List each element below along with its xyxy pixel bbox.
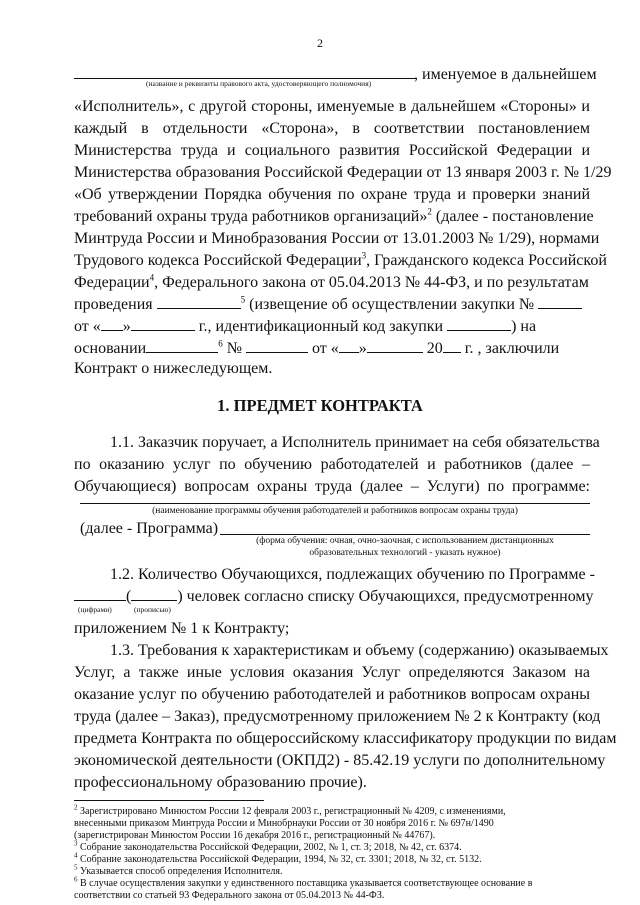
footnote-2-number: 2 xyxy=(74,803,78,812)
para1-line6 xyxy=(74,206,594,228)
basis-number-blank[interactable] xyxy=(246,338,308,353)
para1-line12 xyxy=(74,338,590,360)
footnote-ref-4: 4 xyxy=(149,272,155,283)
clause-1-2-line1: 1.2. Количество Обучающихся, подлежащих обучению по Программе - xyxy=(110,566,595,583)
footnote-5-text: Указывается способ определения Исполнителя. xyxy=(80,866,283,877)
clause-1-2-line2-tail: ) человек согласно списку Обучающихся, предусмотренному xyxy=(177,588,594,605)
para1-line9-tail: , Федерального закона от 05.04.2013 № 44-ФЗ, и по результатам xyxy=(154,274,589,291)
footnote-ref-6: 6 xyxy=(218,338,223,349)
para1-line5: «Об утверждении Порядка обучения по охране труда и проверки знаний xyxy=(74,186,590,203)
notice-date-open: от « xyxy=(74,318,101,335)
clause-1-3-line4: труда (далее – Заказ), предусмотренному приложением № 2 к Контракту (код xyxy=(74,708,601,725)
para1-line7: Минтруда России и Минобразования России от 13.01.2003 № 1/29), нормами xyxy=(74,230,600,247)
notice-date-close: » xyxy=(122,318,131,335)
footnote-6-number: 6 xyxy=(74,875,78,884)
study-form-blank xyxy=(220,534,590,535)
para1-line10 xyxy=(74,294,590,316)
footnote-2-line2: внесенными приказом Минтруда России и Минобрнауки России от 30 ноября 2016 г. № 697н/1490 xyxy=(74,818,494,829)
count-digits-caption: (цифрами) xyxy=(78,605,112,614)
clause-1-3-line5: предмета Контракта по общероссийскому классификатору продукции по видам xyxy=(74,730,617,747)
procurement-method-blank[interactable] xyxy=(157,294,241,309)
clause-1-1-line2: по оказанию услуг по обучению работодателей и работников (далее – xyxy=(74,456,590,473)
para1-line8-text: Трудового кодекса Российской Федерации xyxy=(74,252,362,269)
footnote-4 xyxy=(74,851,590,867)
footnote-separator xyxy=(74,800,264,801)
para1-line1: «Исполнитель», с другой стороны, именуемые в дальнейшем «Стороны» и xyxy=(74,98,590,115)
basis-date-close: » xyxy=(358,340,367,357)
notice-label: (извещение об осуществлении закупки № xyxy=(245,296,535,313)
footnote-3-number: 3 xyxy=(74,839,78,848)
footnote-ref-2: 2 xyxy=(427,206,432,217)
para1-line4: Министерства образования Российской Федерации от 13 января 2003 г. № 1/29 xyxy=(74,164,612,181)
count-words-open: ( xyxy=(126,588,132,605)
count-words-blank[interactable] xyxy=(131,586,177,601)
para1-line2: каждый в отдельности «Сторона», в соответствии постановлением xyxy=(74,120,590,137)
program-name-blank xyxy=(80,503,590,504)
basis-label: основании xyxy=(74,340,147,357)
basis-blank[interactable] xyxy=(146,338,218,353)
program-label: (далее - Программа) xyxy=(80,520,219,537)
footnote-3-text: Собрание законодательства Российской Федерации, 2002, № 1, ст. 3; 2018, № 42, ст. 6374. xyxy=(80,842,462,853)
footnote-2-line3: (зарегистрирован Минюстом России 16 декабря 2016 г., регистрационный № 44767). xyxy=(74,830,436,841)
para1-line9-text: Федерации xyxy=(74,274,150,291)
procurement-code-label: г., идентификационный код закупки xyxy=(194,318,444,335)
clause-1-3-line7: профессиональному образованию прочие). xyxy=(74,774,367,791)
procurement-code-blank[interactable] xyxy=(447,316,511,331)
para1-line6-tail: (далее - постановление xyxy=(431,208,594,225)
para1-line12-tail: г. , заключили xyxy=(460,340,560,357)
footnote-5-number: 5 xyxy=(74,863,78,872)
count-digits-blank[interactable] xyxy=(74,586,126,601)
basis-day-blank[interactable] xyxy=(339,338,359,353)
procurement-method-label: проведения xyxy=(74,296,153,313)
clause-1-1-line1: 1.1. Заказчик поручает, а Исполнитель принимает на себя обязательства xyxy=(110,434,600,451)
clause-1-3-line3: оказание услуг по обучению работодателей и работников вопросам охраны xyxy=(74,686,590,703)
footnote-3 xyxy=(74,839,590,855)
clause-1-3-line2: Услуг, а также иные условия оказания Услуг определяются Заказом на xyxy=(74,664,590,681)
footnote-4-number: 4 xyxy=(74,851,78,860)
para1-line6-text: требований охраны труда работников организаций» xyxy=(74,208,428,225)
footnote-6-line2: соответствии со статьей 93 Федерального закона от 05.04.2013 № 44-ФЗ. xyxy=(74,890,385,901)
para1-line8 xyxy=(74,250,607,272)
footnote-5 xyxy=(74,863,590,879)
basis-year-prefix: 20 xyxy=(422,340,443,357)
para1-line13: Контракт о нижеследующем. xyxy=(74,360,273,377)
notice-month-blank[interactable] xyxy=(131,316,195,331)
count-words-caption: (прописью) xyxy=(134,605,171,614)
intro-tail: , именуемое в дальнейшем xyxy=(414,66,597,83)
clause-1-3-line6: экономической деятельности (ОКПД2) - 85.42.19 услуги по дополнительному xyxy=(74,752,606,769)
study-form-caption-1: (форма обучения: очная, очно-заочная, с использованием дистанционных xyxy=(256,536,554,546)
notice-number-blank[interactable] xyxy=(538,294,582,309)
basis-number-label: № xyxy=(222,340,242,357)
footnote-6-line1 xyxy=(74,875,590,891)
clause-1-3-line1: 1.3. Требования к характеристикам и объему (содержанию) оказываемых xyxy=(110,642,609,659)
para1-line3: Министерства труда и социального развития Российской Федерации и xyxy=(74,142,590,159)
procurement-code-close: ) на xyxy=(511,318,537,335)
para1-line11 xyxy=(74,316,590,338)
study-form-caption-2: образовательных технологий - указать нужное) xyxy=(309,548,501,558)
program-name-caption: (наименование программы обучения работодателей и работников вопросам охраны труда) xyxy=(152,506,518,516)
clause-1-1-line3: Обучающиеся) вопросам охраны труда (далее – Услуги) по программе: xyxy=(74,478,590,495)
clause-1-2-line3: приложением № 1 к Контракту; xyxy=(74,620,290,637)
footnote-ref-5: 5 xyxy=(240,294,246,305)
basis-date-open: от « xyxy=(307,340,339,357)
page-number: 2 xyxy=(317,36,323,50)
section-heading: 1. ПРЕДМЕТ КОНТРАКТА xyxy=(217,396,423,415)
footnote-6-text: В случае осуществления закупки у единственного поставщика указывается соответствующее основание в xyxy=(80,878,533,889)
basis-month-blank[interactable] xyxy=(367,338,423,353)
basis-year-blank[interactable] xyxy=(443,338,461,353)
para1-line9 xyxy=(74,272,590,294)
footnote-2-line1 xyxy=(74,803,590,819)
notice-day-blank[interactable] xyxy=(101,316,123,331)
para1-line8-tail: , Гражданского кодекса Российской xyxy=(366,252,607,269)
party-name-caption: (название и реквизиты правового акта, удостоверяющего полномочия) xyxy=(146,79,372,88)
footnote-ref-3: 3 xyxy=(361,250,367,261)
footnote-2-text: Зарегистрировано Минюстом России 12 февраля 2003 г., регистрационный № 4209, с изменениями, xyxy=(80,806,506,817)
footnote-4-text: Собрание законодательства Российской Федерации, 1994, № 32, ст. 3301; 2018, № 32, ст. 5132. xyxy=(80,854,482,865)
